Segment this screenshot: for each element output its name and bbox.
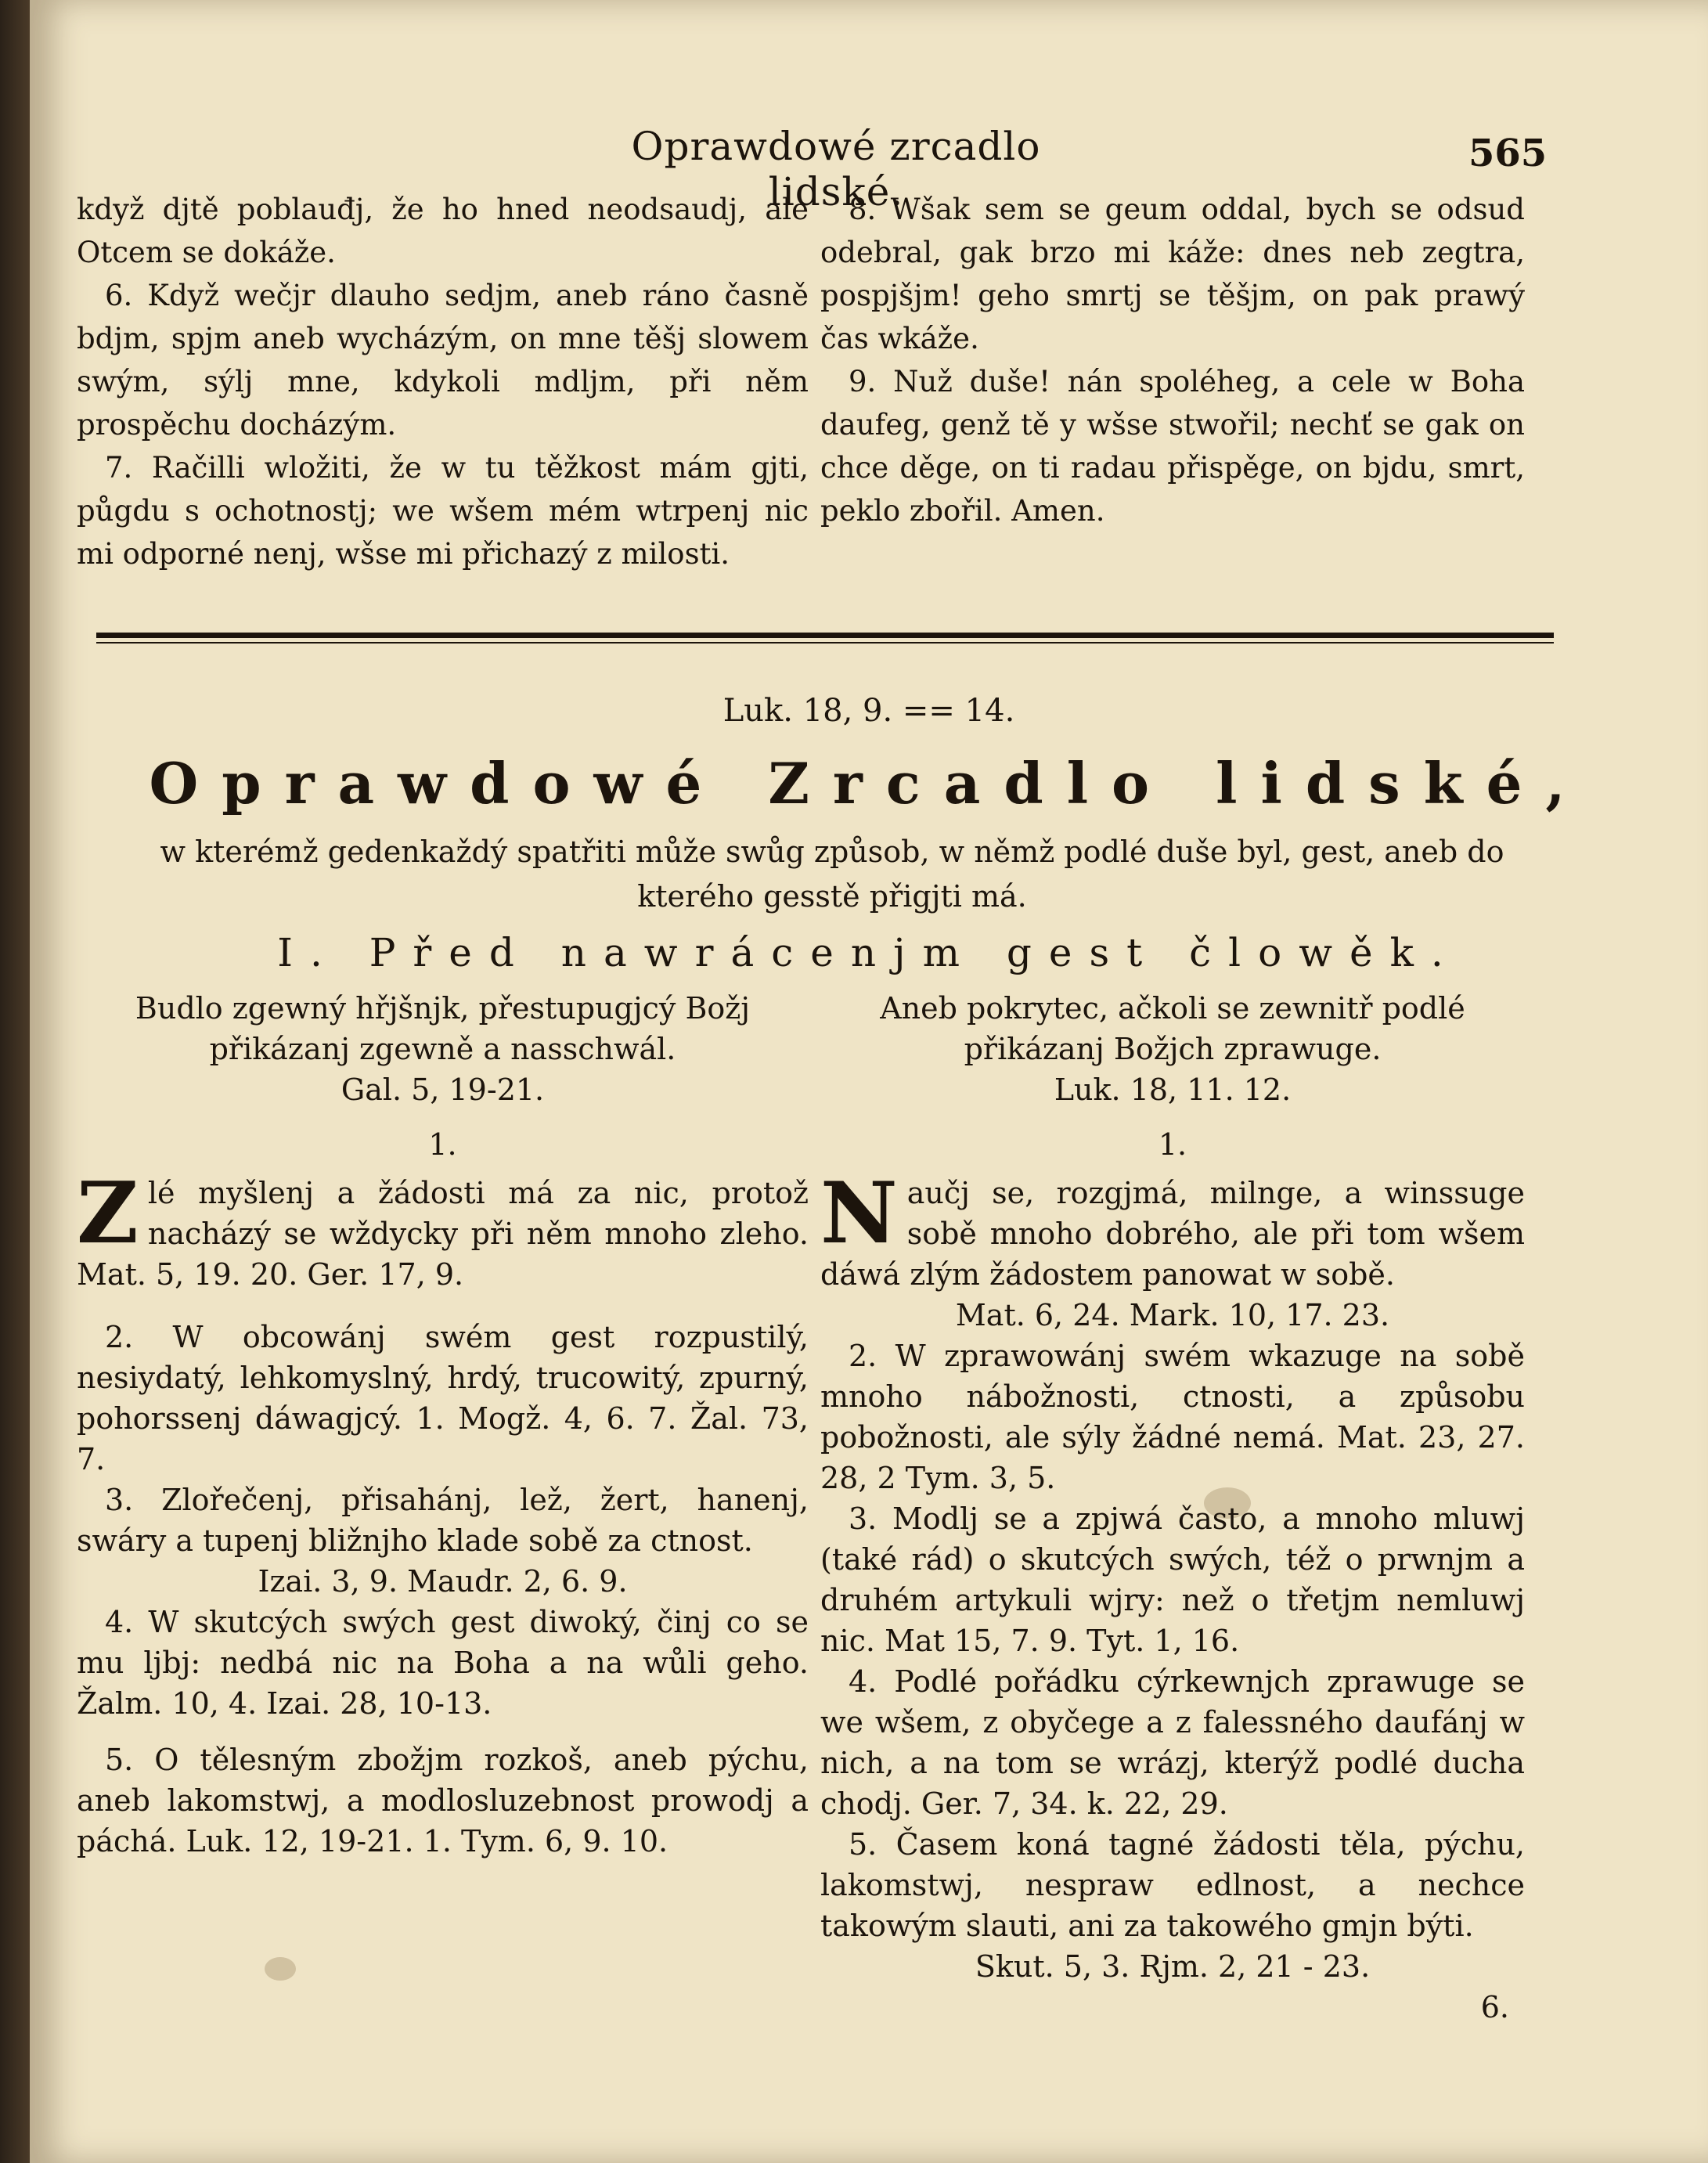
paragraph: 3. Modlj se a zpjwá často, a mnoho mluwj (také rád) o skutcých swých, též o prwnjm a druhém artykuli wjry: než o třetjm nemluwj nic. Mat 15, 7. 9. Tyt. 1, 16.: [820, 1501, 1525, 1658]
column-heading: Budlo zgewný hřjšnjk, přestupugjcý Božj přikázanj zgewně a nasschwál.: [135, 991, 751, 1066]
left-column: [77, 988, 809, 1862]
book-page: [30, 0, 1708, 2163]
citation: Mat. 6, 24. Mark. 10, 17. 23.: [955, 1298, 1390, 1332]
citation: Izai. 3, 9. Maudr. 2, 6. 9.: [258, 1564, 628, 1599]
page-number: 565: [1468, 132, 1548, 175]
book-gutter: [0, 0, 30, 2163]
paragraph: 4. Podlé pořádku cýrkewnjch zprawuge se we wšem, z obyčege a z falessného daufánj w nich, a na tom se wrázj, kterýž podlé ducha chodj. Ger. 7, 34. k. 22, 29.: [820, 1664, 1525, 1821]
drop-cap: N: [820, 1164, 898, 1263]
scripture-reference: Luk. 18, 9. == 14.: [722, 693, 1015, 729]
paragraph-text: aučj se, rozgjmá, milnge, a winssuge sobě mnoho dobrého, ale při tom wšem dáwá zlým žádostem panowat w sobě.: [820, 1176, 1525, 1292]
paragraph: 2. W zprawowánj swém wkazuge na sobě mnoho nábožnosti, ctnosti, a způsobu pobožnosti, ale sýly žádné nemá. Mat. 23, 27. 28, 2 Tym. 3, 5.: [820, 1339, 1525, 1495]
running-title: Oprawdowé zrcadlo lidské.: [631, 124, 1041, 214]
column-heading: Aneb pokrytec, ačkoli se zewnitř podlé přikázanj Božjch zprawuge.: [880, 991, 1465, 1066]
right-column: [820, 988, 1525, 2028]
chapter-title: Oprawdowé Zrcadlo lidské,: [149, 750, 1589, 817]
section-heading: I. Před nawrácenjm gest člowěk.: [277, 930, 1461, 975]
paragraph: 9. Nuž duše! nán spoléheg, a cele w Boha daufeg, genž tě y wšse stwořil; nechť se gak on chce děge, on ti radau přispěge, on bjdu, smrt, peklo zbořil. Amen.: [820, 365, 1525, 528]
top-left-column: [77, 188, 809, 575]
paragraph: [820, 1164, 1525, 1295]
paragraph: 6. Když wečjr dlauho sedjm, aneb ráno časně bdjm, spjm aneb wycházým, on mne těšj slowem swým, sýlj mne, kdykoli mdljm, při něm prospěchu docházým.: [77, 279, 809, 442]
item-number: 1.: [428, 1127, 457, 1162]
paper-stain: [265, 1957, 296, 1981]
paragraph: 8. Wšak sem se geum oddal, bych se odsud odebral, gak brzo mi káže: dnes neb zegtra, pospjšjm! geho smrtj se těšjm, on pak prawý čas wkáže.: [820, 193, 1525, 355]
citation: Skut. 5, 3. Rjm. 2, 21 - 23.: [975, 1949, 1371, 1984]
column-heading-cite: Luk. 18, 11. 12.: [1054, 1072, 1292, 1107]
paragraph: 5. Časem koná tagné žádosti těla, pýchu, lakomstwj, nespraw edlnost, a nechce takowým slauti, ani za takowého gmjn býti.: [820, 1827, 1525, 1943]
catchword: 6.: [1480, 1990, 1509, 2024]
item-number: 1.: [1158, 1127, 1187, 1162]
column-heading-cite: Gal. 5, 19-21.: [341, 1072, 545, 1107]
paragraph: 5. O tělesným zbožjm rozkoš, aneb pýchu, aneb lakomstwj, a modlosluzebnost prowodj a páchá. Luk. 12, 19-21. 1. Tym. 6, 9. 10.: [77, 1743, 809, 1858]
paragraph: 3. Zlořečenj, přisahánj, lež, žert, hanenj, swáry a tupenj bližnjho klade sobě za ctnost.: [77, 1483, 809, 1558]
chapter-subtitle: w kterémž gedenkaždý spatřiti může swůg způsob, w němž podlé duše byl, gest, aneb do kterého gesstě přigjti má.: [160, 835, 1504, 914]
paragraph: když djtě poblauđj, že ho hned neodsaudj, ale Otcem se dokáže.: [77, 193, 809, 269]
section-divider: [96, 633, 1554, 638]
drop-cap: Z: [77, 1164, 139, 1263]
paragraph: 2. W obcowánj swém gest rozpustilý, nesiydatý, lehkomyslný, hrdý, trucowitý, zpurný, pohorssenj dáwagjcý. 1. Mogž. 4, 6. 7. Žal. 73, 7.: [77, 1320, 809, 1476]
paragraph-text: lé myšlenj a žádosti má za nic, protož nacházý se wždycky při něm mnoho zleho. Mat. 5, 19. 20. Ger. 17, 9.: [77, 1176, 809, 1292]
paragraph: 4. W skutcých swých gest diwoký, činj co se mu ljbj: nedbá nic na Boha a na wůli geho. Žalm. 10, 4. Izai. 28, 10-13.: [77, 1605, 809, 1721]
paragraph: 7. Račilli wložiti, že w tu těžkost mám gjti, půgdu s ochotnostj; we wšem mém wtrpenj nic mi odporné nenj, wšse mi přichazý z milosti.: [77, 451, 809, 571]
paragraph: [77, 1164, 809, 1295]
top-right-column: [820, 188, 1525, 532]
section-divider-thin: [96, 642, 1554, 643]
